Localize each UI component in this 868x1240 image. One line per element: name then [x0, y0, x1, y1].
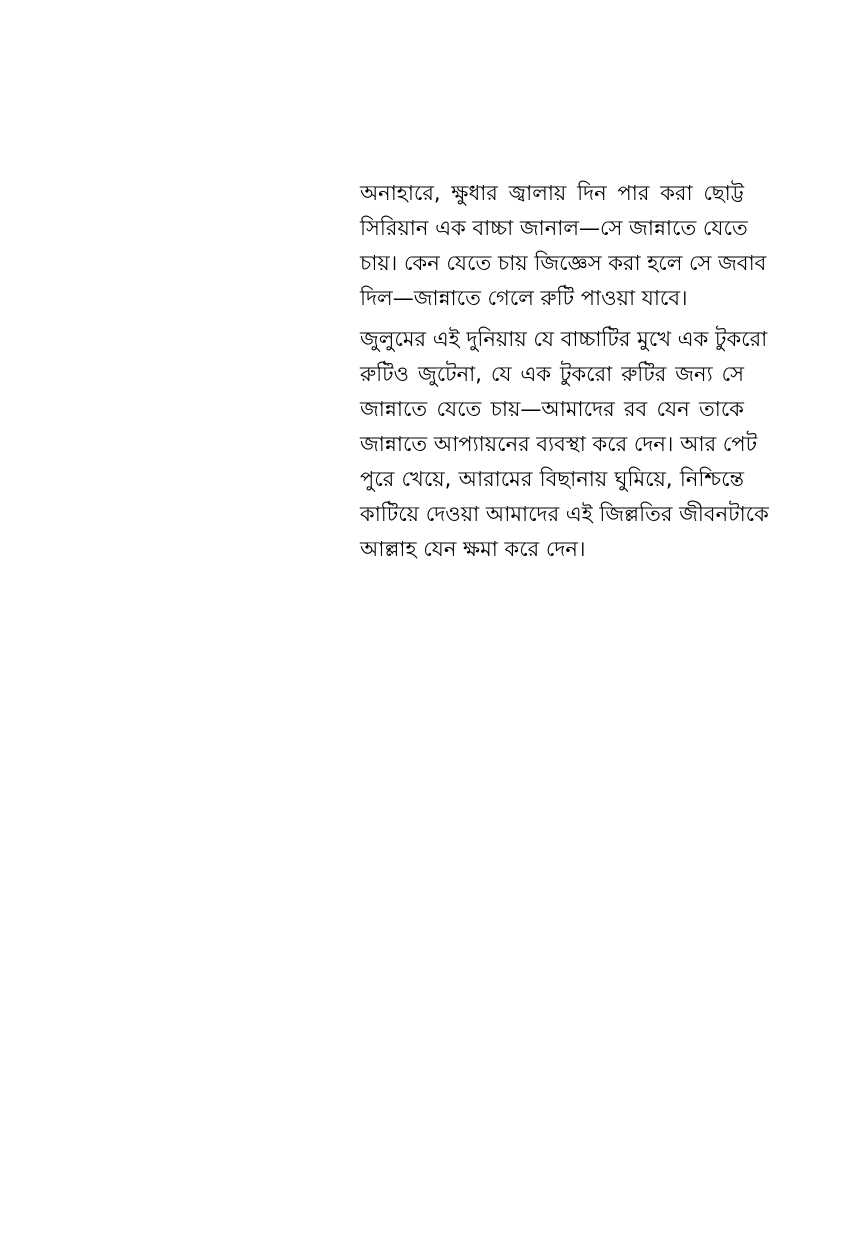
text-line: দিল—জান্নাতে গেলে রুটি পাওয়া যাবে।	[360, 286, 688, 310]
text-line: কাটিয়ে দেওয়া আমাদের এই জিল্লতির জীবনটাকে	[360, 502, 769, 526]
text-line: রুটিও জুটেনা, যে এক টুকরো রুটির জন্য সে	[360, 362, 744, 386]
text-line: জান্নাতে আপ্যায়নের ব্যবস্থা করে দেন। আর পেট	[360, 432, 758, 456]
body-text	[360, 176, 769, 567]
text-line: চায়। কেন যেতে চায় জিজ্ঞেস করা হলে সে জবাব	[360, 251, 767, 275]
paragraph-2	[360, 322, 769, 567]
text-line: জুলুমের এই দুনিয়ায় যে বাচ্চাটির মুখে এক টুকরো	[360, 327, 768, 351]
text-line: জান্নাতে যেতে চায়—আমাদের রব যেন তাকে	[360, 397, 744, 421]
text-line: অনাহারে, ক্ষুধার জ্বালায় দিন পার করা ছোট্ট	[360, 181, 744, 205]
paragraph-1	[360, 176, 767, 316]
text-line: পুরে খেয়ে, আরামের বিছানায় ঘুমিয়ে, নিশ্চিন্তে	[360, 467, 744, 491]
text-line: সিরিয়ান এক বাচ্চা জানাল—সে জান্নাতে যেতে	[360, 216, 748, 240]
text-line: আল্লাহ যেন ক্ষমা করে দেন।	[360, 537, 586, 561]
